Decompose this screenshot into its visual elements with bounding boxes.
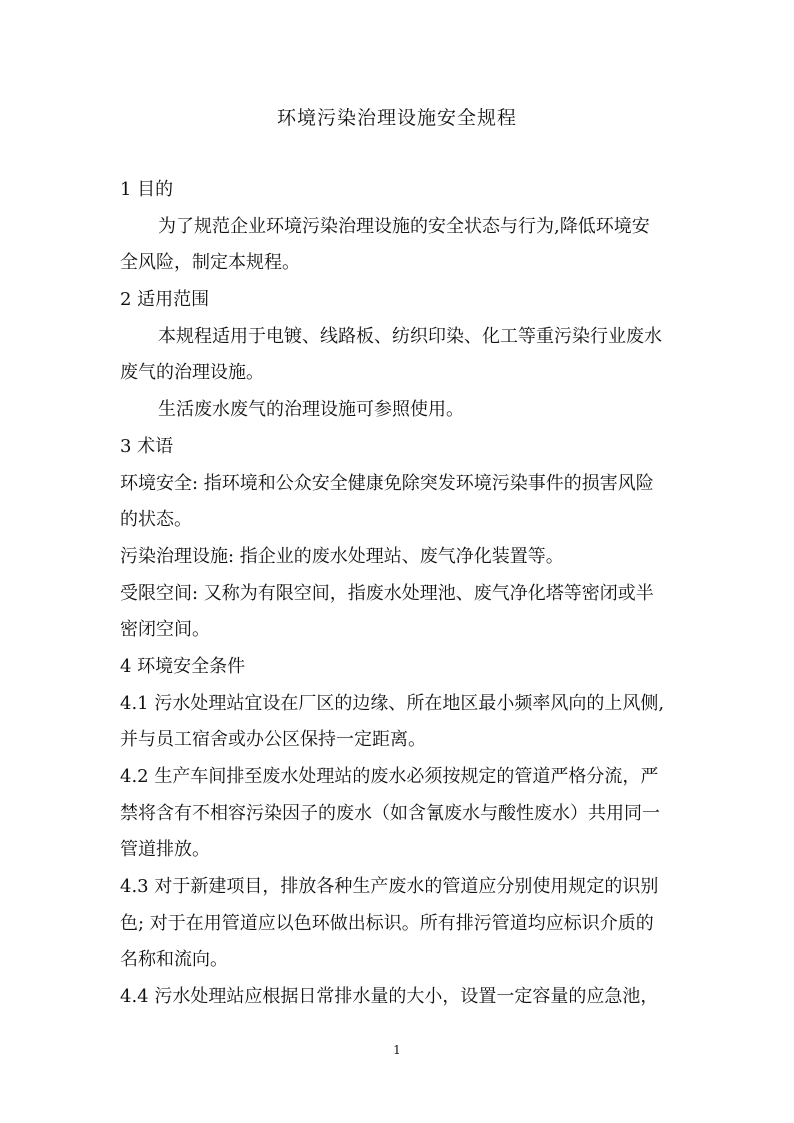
section-heading-conditions: 4 环境安全条件 bbox=[120, 655, 246, 677]
clause-line: 禁将含有不相容污染因子的废水（如含氰废水与酸性废水）共用同一 bbox=[120, 802, 660, 824]
term-definition-line: 受限空间: 又称为有限空间，指废水处理池、废气净化塔等密闭或半 bbox=[120, 582, 654, 604]
document-title: 环境污染治理设施安全规程 bbox=[276, 107, 517, 129]
clause-line: 4.2 生产车间排至废水处理站的废水必须按规定的管道严格分流，严 bbox=[120, 766, 659, 787]
term-definition-line: 的状态。 bbox=[120, 509, 192, 531]
clause-line: 4.4 污水处理站应根据日常排水量的大小，设置一定容量的应急池， bbox=[120, 986, 659, 1008]
paragraph-line: 废气的治理设施。 bbox=[120, 362, 264, 384]
clause-line: 并与员工宿舍或办公区保持一定距离。 bbox=[120, 729, 426, 751]
clause-line: 管道排放。 bbox=[120, 839, 210, 861]
term-definition-line: 污染治理设施: 指企业的废水处理站、废气净化装置等。 bbox=[120, 545, 564, 567]
section-heading-terms: 3 术语 bbox=[120, 435, 174, 457]
clause-line: 色; 对于在用管道应以色环做出标识。所有排污管道均应标识介质的 bbox=[120, 912, 654, 934]
term-definition-line: 密闭空间。 bbox=[120, 619, 210, 641]
section-heading-scope: 2 适用范围 bbox=[120, 289, 210, 311]
section-heading-purpose: 1 目的 bbox=[120, 179, 174, 200]
clause-line: 4.3 对于新建项目，排放各种生产废水的管道应分别使用规定的识别 bbox=[120, 876, 659, 898]
document-body bbox=[120, 172, 683, 1016]
term-definition-line: 环境安全: 指环境和公众安全健康免除突发环境污染事件的损害风险 bbox=[120, 472, 654, 494]
paragraph-line: 本规程适用于电镀、线路板、纺织印染、化工等重污染行业废水 bbox=[158, 325, 662, 347]
clause-line: 名称和流向。 bbox=[120, 949, 228, 971]
paragraph-line: 为了规范企业环境污染治理设施的安全状态与行为,降低环境安 bbox=[158, 215, 650, 237]
paragraph-line: 生活废水废气的治理设施可参照使用。 bbox=[158, 399, 464, 421]
paragraph-line: 全风险，制定本规程。 bbox=[120, 252, 300, 274]
page-number: 1 bbox=[393, 1043, 401, 1057]
clause-line: 4.1 污水处理站宜设在厂区的边缘、所在地区最小频率风向的上风侧, bbox=[120, 692, 665, 714]
